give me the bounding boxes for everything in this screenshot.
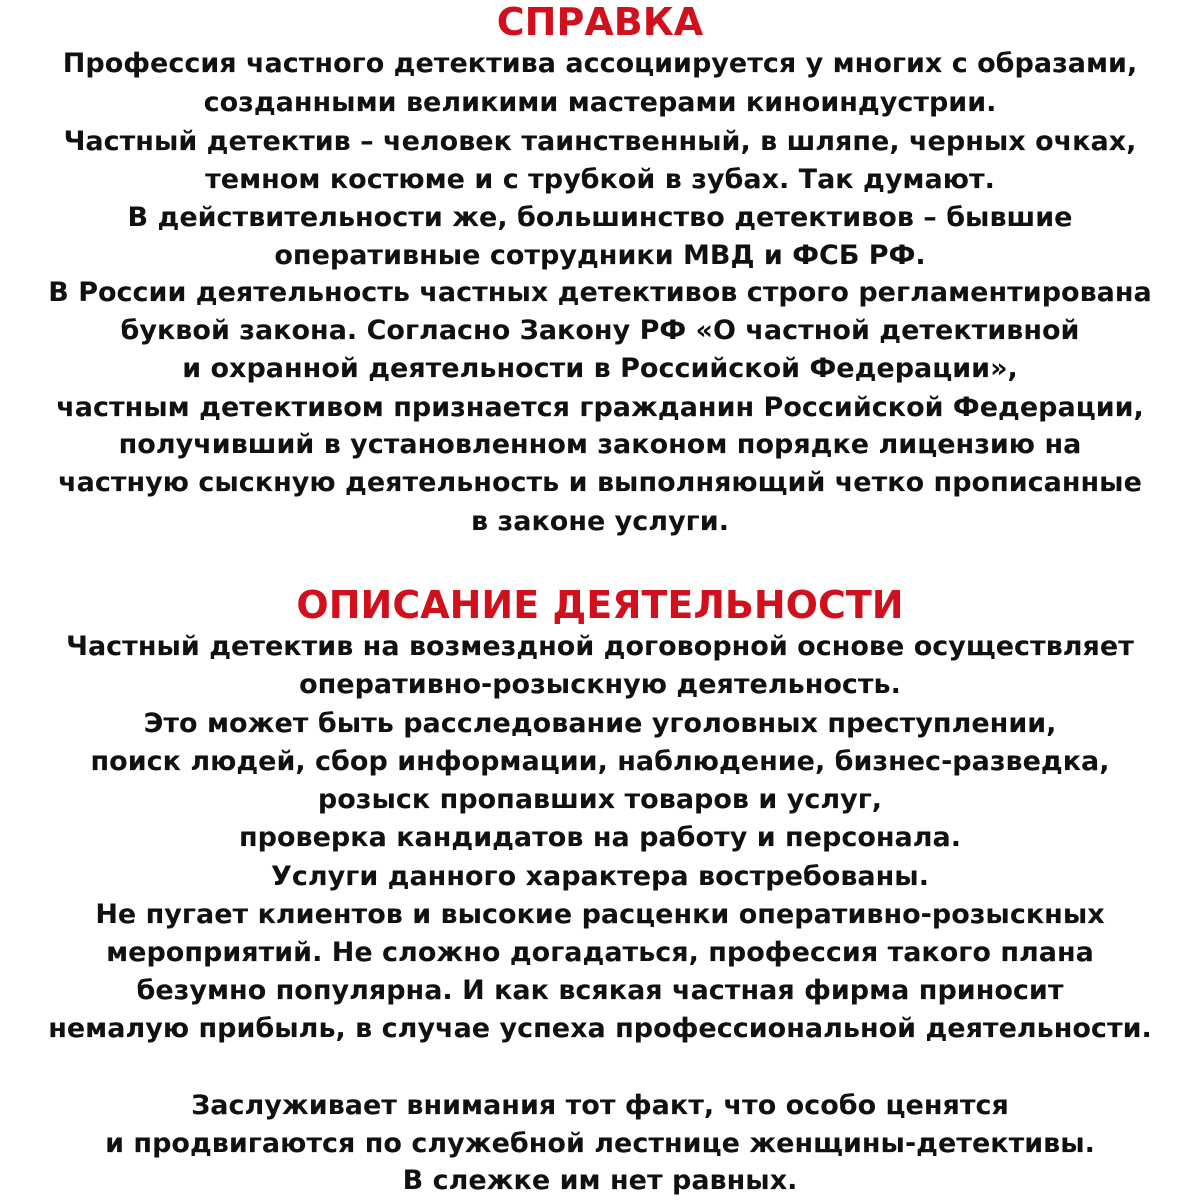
text-line: в законе услуги. bbox=[471, 506, 729, 537]
text-line: оперативно-розыскную деятельность. bbox=[299, 669, 901, 700]
text-line: темном костюме и с трубкой в зубах. Так думают. bbox=[205, 164, 995, 195]
text-line: В России деятельность частных детективов строго регламентирована bbox=[48, 277, 1152, 308]
heading-spravka: СПРАВКА bbox=[496, 0, 704, 44]
text-line: розыск пропавших товаров и услуг, bbox=[317, 784, 883, 815]
text-line: Заслуживает внимания тот факт, что особо ценятся bbox=[191, 1090, 1009, 1121]
heading-opisanie: ОПИСАНИЕ ДЕЯТЕЛЬНОСТИ bbox=[296, 583, 904, 627]
text-line: и охранной деятельности в Российской Федерации», bbox=[182, 353, 1018, 384]
text-line: Профессия частного детектива ассоциируется у многих с образами, bbox=[62, 48, 1138, 79]
text-line: Частный детектив – человек таинственный, в шляпе, черных очках, bbox=[63, 126, 1137, 157]
text-line: немалую прибыль, в случае успеха профессиональной деятельности. bbox=[48, 1013, 1152, 1044]
text-line: Услуги данного характера востребованы. bbox=[271, 861, 929, 892]
text-line: частным детективом признается гражданин Российской Федерации, bbox=[56, 392, 1144, 423]
text-line: частную сыскную деятельность и выполняющий четко прописанные bbox=[58, 467, 1142, 498]
text-line: Не пугает клиентов и высокие расценки оперативно-розыскных bbox=[95, 899, 1105, 930]
text-line: проверка кандидатов на работу и персонала. bbox=[239, 822, 961, 853]
text-line: мероприятий. Не сложно догадаться, профессия такого плана bbox=[106, 937, 1094, 968]
text-line: безумно популярна. И как всякая частная фирма приносит bbox=[136, 975, 1064, 1006]
text-line: поиск людей, сбор информации, наблюдение, бизнес-разведка, bbox=[90, 746, 1110, 777]
text-line: В действительности же, большинство детективов – бывшие bbox=[127, 202, 1073, 233]
text-line: Это может быть расследование уголовных преступлении, bbox=[143, 708, 1057, 739]
text-line: Частный детектив на возмездной договорной основе осуществляет bbox=[66, 631, 1134, 662]
text-line: оперативные сотрудники МВД и ФСБ РФ. bbox=[274, 240, 926, 271]
text-line: созданными великими мастерами киноиндустрии. bbox=[203, 87, 997, 118]
text-line: и продвигаются по служебной лестнице женщины-детективы. bbox=[105, 1128, 1095, 1159]
text-line: получивший в установленном законом порядке лицензию на bbox=[118, 429, 1082, 460]
text-line: В слежке им нет равных. bbox=[402, 1165, 798, 1196]
text-line: буквой закона. Согласно Закону РФ «О частной детективной bbox=[120, 315, 1080, 346]
